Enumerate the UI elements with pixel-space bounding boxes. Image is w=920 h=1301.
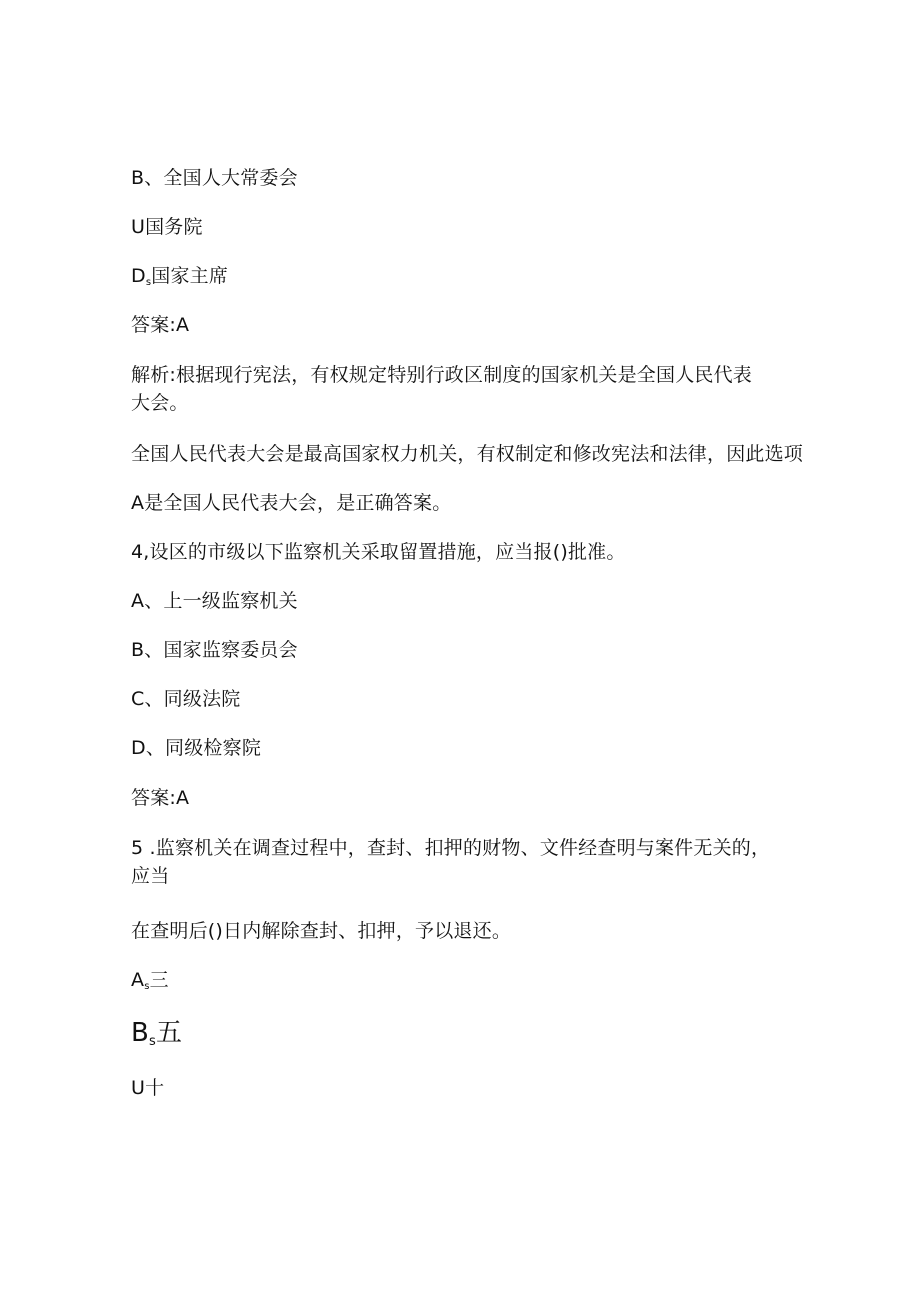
explanation-q3: 解析:根据现行宪法，有权规定特别行政区制度的国家机关是全国人民代表大会。 <box>131 364 753 414</box>
question-5: 5 .监察机关在调查过程中，查封、扣押的财物、文件经查明与案件无关的，应当 <box>131 837 771 887</box>
answer-q4: 答案:A <box>131 787 190 809</box>
answer-q3: 答案:A <box>131 314 190 336</box>
option-b-q5 <box>131 1016 811 1059</box>
option-a-q5 <box>131 966 811 1001</box>
option-c-q4: C、同级法院 <box>131 688 241 710</box>
explanation-q3-conclusion: A是全国人民代表大会，是正确答案。 <box>131 492 452 514</box>
option-letter: D <box>131 265 146 287</box>
option-d-state-president <box>131 262 811 297</box>
option-subscript: s <box>149 1034 157 1049</box>
option-subscript: s <box>145 277 152 288</box>
option-text: 三 <box>149 969 169 991</box>
option-b-npc-standing-committee: B、全国人大常委会 <box>131 167 298 189</box>
option-letter: A <box>131 969 145 991</box>
option-letter: B <box>131 1018 150 1048</box>
option-text: 五 <box>156 1018 183 1048</box>
option-a-q4: A、上一级监察机关 <box>131 590 298 612</box>
question-4: 4,设区的市级以下监察机关采取留置措施，应当报()批准。 <box>131 541 626 563</box>
option-b-q4: B、国家监察委员会 <box>131 639 298 661</box>
question-5-continued: 在查明后()日内解除查封、扣押，予以退还。 <box>131 920 512 942</box>
option-c-state-council: U国务院 <box>131 216 203 238</box>
option-c-q5: U十 <box>131 1077 165 1099</box>
option-d-q4: D、同级检察院 <box>131 737 262 759</box>
option-text: 国家主席 <box>151 265 229 287</box>
option-subscript: s <box>144 981 150 992</box>
explanation-q3-continued: 全国人民代表大会是最高国家权力机关，有权制定和修改宪法和法律，因此选项 <box>131 443 804 465</box>
